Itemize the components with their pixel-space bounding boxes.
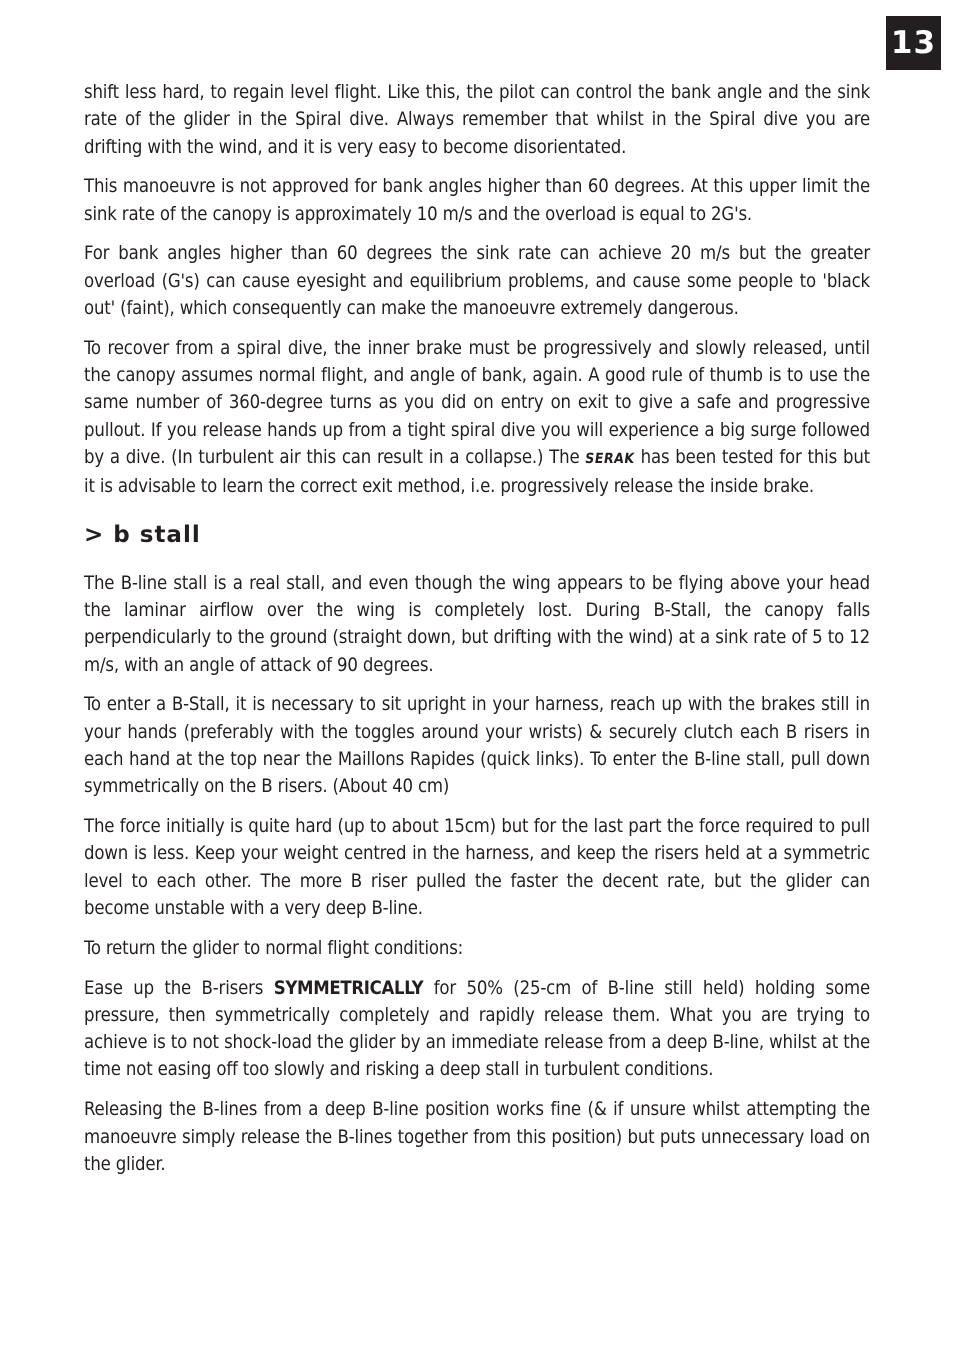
paragraph-b-stall-force: The force initially is quite hard (up to about 15cm) but for the last part the force required to pull down is less. Keep your weight centred in the harness, and keep the risers held at a symmetric level to each other. The more B riser pulled the faster the decent rate, but the glider can become unstable with a very deep B-line. [84, 816, 870, 919]
paragraph-high-bank-warning: For bank angles higher than 60 degrees the sink rate can achieve 20 m/s but the greater overload (G's) can cause eyesight and equilibrium problems, and cause some people to 'black out' (faint), which consequently can make the manoeuvre extremely dangerous. [84, 243, 870, 320]
serak-logo: SERAK [584, 451, 636, 468]
emphasis-symmetrically: SYMMETRICALLY [273, 977, 424, 999]
paragraph-spiral-recovery [84, 335, 870, 501]
paragraph-b-stall-entry: To enter a B-Stall, it is necessary to sit upright in your harness, reach up with the brakes still in your hands (preferably with the toggles around your wrists) & securely clutch each B risers in each hand at the top near the Maillons Rapides (quick links). To enter the B-line stall, pull down symmetrically on the B risers. (About 40 cm) [84, 694, 870, 798]
recovery-text-start: To recover from a spiral dive, the inner brake must be progressively and slowly released, until the canopy assumes normal flight, and angle of bank, again. A good rule of thumb is to use the same number of 360-degree turns as you did on entry on exit to give a safe and progressive pullout. If you release hands up from a tight spiral dive you will experience a big surge followed by a dive. (In turbulent air this can result in a collapse.) The [84, 337, 870, 469]
page-content [84, 79, 870, 1191]
recovery-text-end: has been tested for this but it is advisable to learn the correct exit method, i.e. progressively release the inside brake. [84, 447, 870, 498]
page-number: 13 [886, 16, 941, 70]
paragraph-spiral-control: shift less hard, to regain level flight. Like this, the pilot can control the bank angle and the sink rate of the glider in the Spiral dive. Always remember that whilst in the Spiral dive you are drifting with the wind, and it is very easy to become disorientated. [84, 82, 870, 158]
paragraph-ease-up [84, 975, 870, 1084]
ease-text-end: for 50% (25-cm of B-line still held) holding some pressure, then symmetrically completely and rapidly release them. What you are trying to achieve is to not shock-load the glider by an immediate release from a deep B-line, whilst at the time not easing off too slowly and risking a deep stall in turbulent conditions. [84, 977, 870, 1081]
paragraph-return-normal: To return the glider to normal flight conditions: [84, 937, 464, 959]
paragraph-release-b-lines: Releasing the B-lines from a deep B-line position works fine (& if unsure whilst attempting the manoeuvre simply release the B-lines together from this position) but puts unnecessary load on the glider. [84, 1099, 870, 1175]
ease-text-start: Ease up the B-risers [84, 977, 264, 999]
section-heading-b-stall: > b stall [84, 521, 201, 548]
paragraph-bank-limit: This manoeuvre is not approved for bank angles higher than 60 degrees. At this upper limit the sink rate of the canopy is approximately 10 m/s and the overload is equal to 2G's. [84, 176, 870, 225]
paragraph-b-stall-intro: The B-line stall is a real stall, and even though the wing appears to be flying above your head the laminar airflow over the wing is completely lost. During B-Stall, the canopy falls perpendicularly to the ground (straight down, but drifting with the wind) at a sink rate of 5 to 12 m/s, with an angle of attack of 90 degrees. [84, 572, 870, 676]
